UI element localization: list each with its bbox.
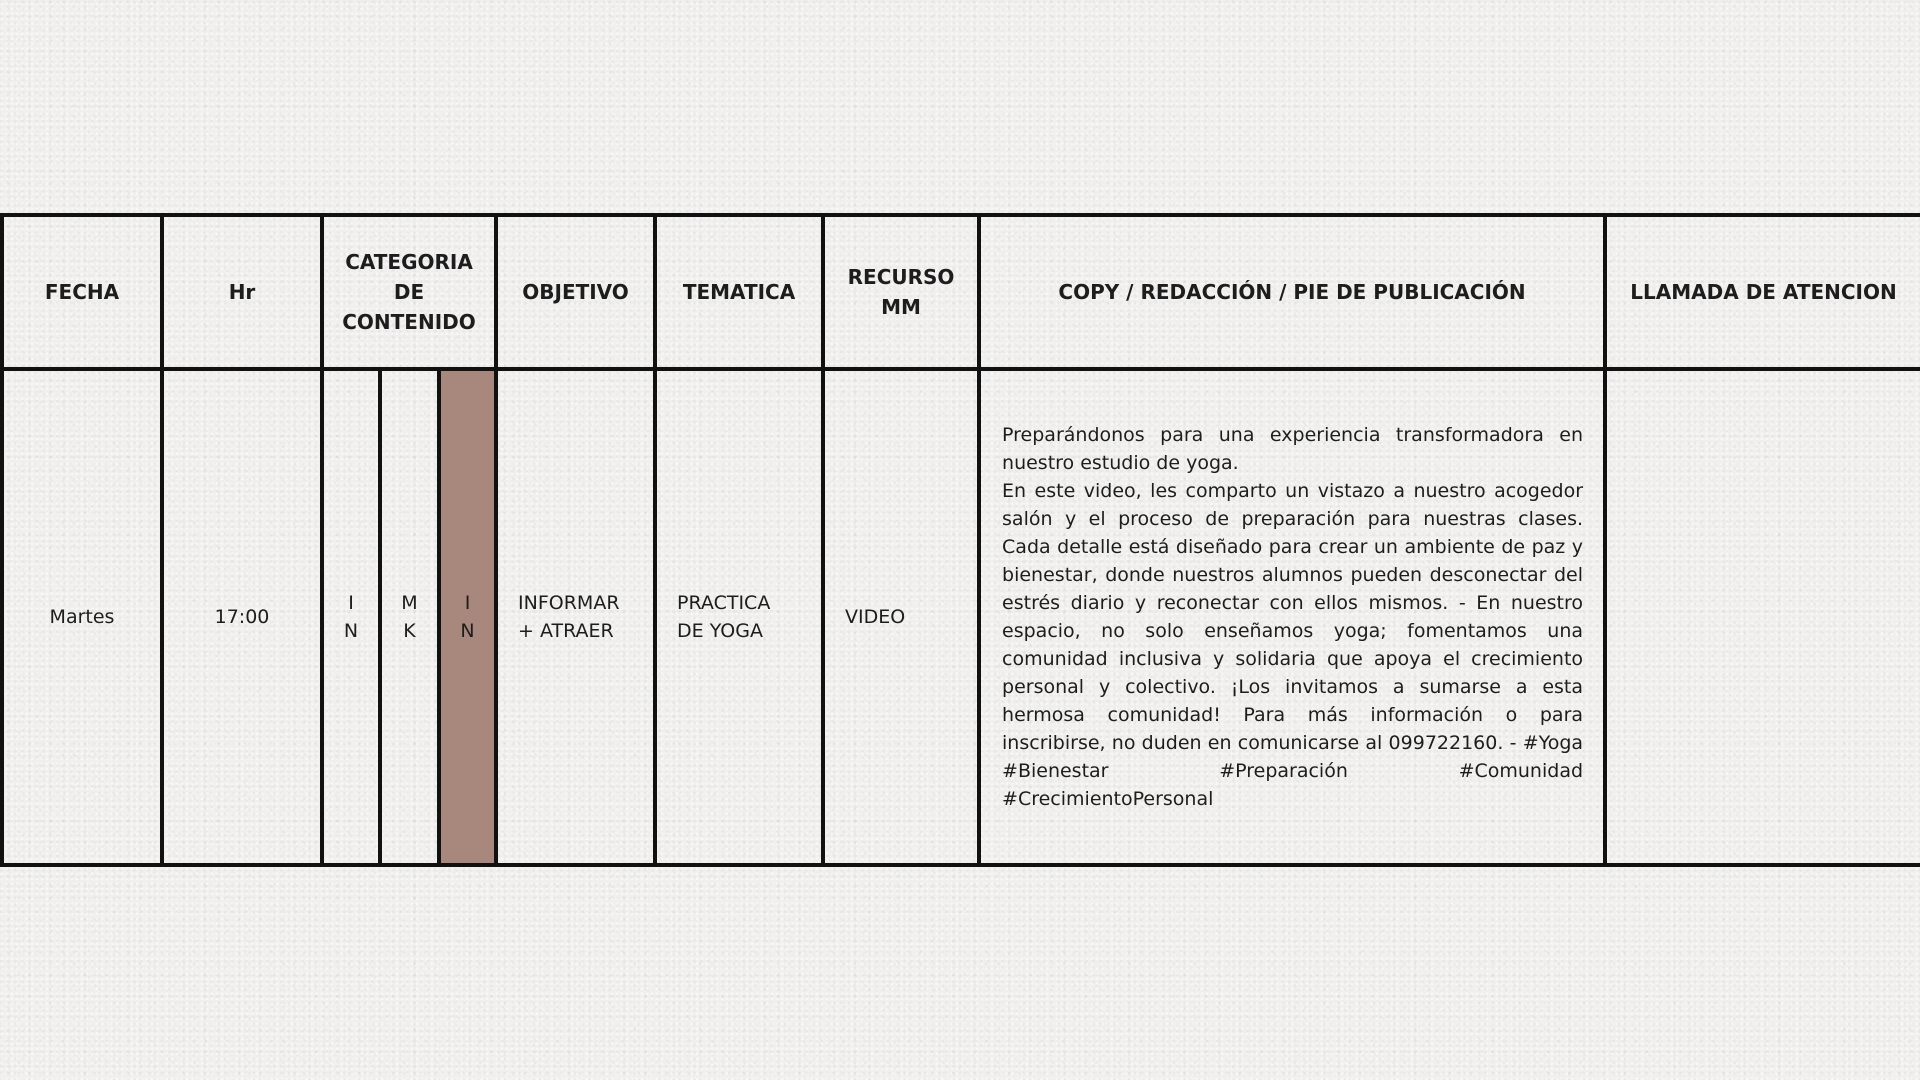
header-categoria bbox=[322, 215, 496, 369]
header-tematica bbox=[655, 215, 823, 369]
copy-paragraph-2: En este video, les comparto un vistazo a nuestro acogedor salón y el proceso de preparación para nuestras clases. Cada detalle está diseñado para crear un ambiente de paz y bienestar, donde nuestros alumnos pueden desconectar del estrés diario y reconectar con ellos mismos. - En nuestro espacio, no solo enseñamos yoga; fomentamos una comunidad inclusiva y solidaria que apoya el crecimiento personal y colectivo. ¡Los invitamos a sumarse a esta hermosa comunidad! Para más información o para inscribirse, no duden en comunicarse al 099722160. - #Yoga #Bienestar #Preparación #Comunidad #CrecimientoPersonal bbox=[1002, 480, 1584, 810]
cell-hr bbox=[162, 369, 322, 865]
cell-fecha bbox=[2, 369, 162, 865]
tematica-line1: PRACTICA bbox=[677, 592, 771, 614]
cell-llamada bbox=[1605, 369, 1920, 865]
header-fecha bbox=[2, 215, 162, 369]
category-cell-in bbox=[322, 369, 380, 865]
table-row bbox=[2, 369, 1920, 865]
header-hr-label: Hr bbox=[228, 280, 256, 304]
recurso-value: VIDEO bbox=[845, 606, 906, 628]
cell-copy bbox=[979, 369, 1605, 865]
category-in-selected-top: I bbox=[464, 592, 471, 614]
copy-paragraph-1: Preparándonos para una experiencia transformadora en nuestro estudio de yoga. bbox=[1002, 424, 1584, 474]
header-hr bbox=[162, 215, 322, 369]
cell-objetivo bbox=[496, 369, 655, 865]
category-in-selected-bottom: N bbox=[460, 620, 475, 642]
header-fecha-label: FECHA bbox=[44, 280, 120, 304]
objetivo-line1: INFORMAR bbox=[518, 592, 620, 614]
header-copy bbox=[979, 215, 1605, 369]
header-recurso-line2: MM bbox=[881, 295, 921, 319]
cell-recurso bbox=[823, 369, 979, 865]
header-categoria-line1: CATEGORIA bbox=[345, 250, 473, 274]
category-cell-in-selected bbox=[439, 369, 496, 865]
header-row bbox=[2, 215, 1920, 369]
header-objetivo-label: OBJETIVO bbox=[522, 280, 629, 304]
hr-value: 17:00 bbox=[214, 606, 270, 628]
header-objetivo bbox=[496, 215, 655, 369]
category-mk-top: M bbox=[401, 592, 418, 614]
cell-tematica bbox=[655, 369, 823, 865]
header-llamada-label: LLAMADA DE ATENCION bbox=[1630, 280, 1897, 304]
tematica-line2: DE YOGA bbox=[677, 620, 763, 642]
header-llamada bbox=[1605, 215, 1920, 369]
fecha-value: Martes bbox=[49, 606, 115, 628]
header-copy-label: COPY / REDACCIÓN / PIE DE PUBLICACIÓN bbox=[1058, 280, 1526, 304]
header-tematica-label: TEMATICA bbox=[682, 280, 796, 304]
category-mk-bottom: K bbox=[403, 620, 416, 642]
content-plan-table bbox=[0, 213, 1920, 867]
category-in-bottom: N bbox=[343, 620, 359, 642]
category-cell-mk bbox=[380, 369, 439, 865]
objetivo-line2: + ATRAER bbox=[518, 620, 614, 642]
header-categoria-line3: CONTENIDO bbox=[342, 310, 476, 334]
header-categoria-line2: DE bbox=[393, 280, 425, 304]
category-in-top: I bbox=[348, 592, 354, 614]
header-recurso-line1: RECURSO bbox=[847, 265, 955, 289]
header-recurso bbox=[823, 215, 979, 369]
